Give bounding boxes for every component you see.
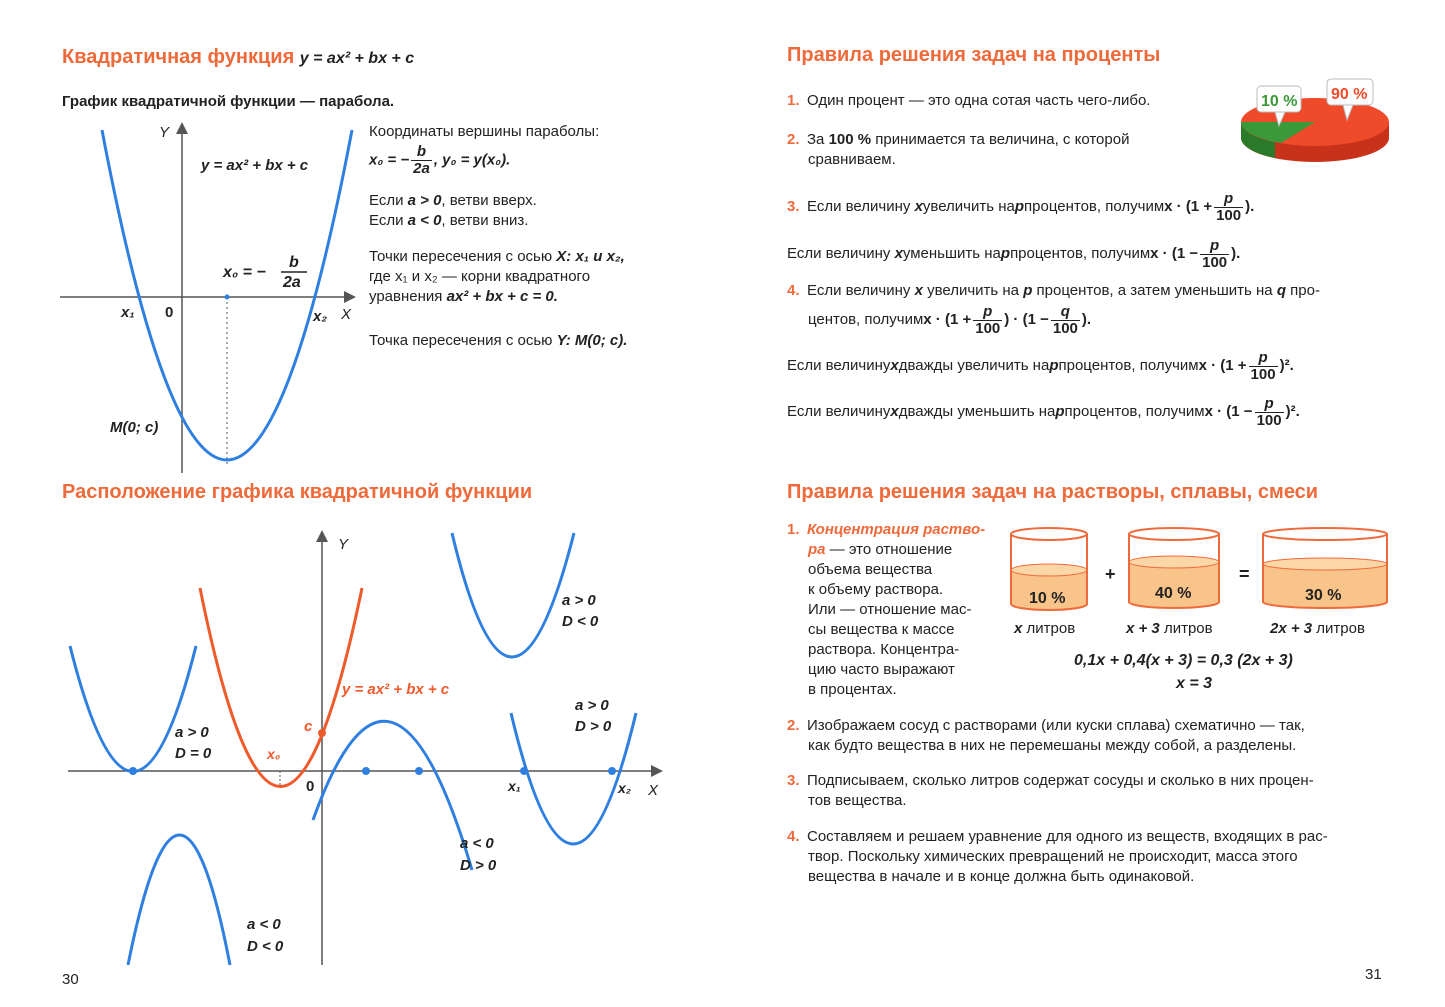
- cond5-a: a < 0: [247, 916, 281, 933]
- y-axis-label: Y: [159, 124, 170, 141]
- cond3-a: a > 0: [575, 697, 609, 714]
- curve-a-neg-d-pos: [313, 721, 472, 870]
- curve-a-neg-d-neg: [128, 835, 230, 965]
- origin-label: 0: [165, 304, 174, 321]
- x-axis-label: X: [341, 306, 352, 323]
- cond4-a: a < 0: [460, 835, 494, 852]
- vessel1-volume: x литров: [1014, 620, 1076, 637]
- page-number-left: 30: [62, 971, 79, 988]
- x2-label: x₂: [618, 780, 632, 796]
- rule-3-decrease: Если величину x уменьшить на p процентов, получим x · (1 − $\frac{p}{100}$ ).: [787, 236, 1241, 271]
- c-point: [318, 729, 326, 737]
- vessel2-surface: [1129, 556, 1219, 568]
- x1-label: x₁: [508, 778, 521, 794]
- desc-line4: Если a < 0, ветви вниз.: [369, 212, 529, 229]
- cond1-d: D < 0: [562, 613, 599, 630]
- rule-3: 3. Если величину x увеличить на p процентов, получим x · (1 + $\frac{p}{100}$ ).: [787, 189, 1255, 224]
- vessel1-rim: [1011, 528, 1087, 540]
- x0-label: x₀: [267, 746, 281, 762]
- vessel3-rim: [1263, 528, 1387, 540]
- equals-sign: =: [1239, 564, 1250, 584]
- c-label: c: [304, 718, 313, 735]
- red-formula: y = ax² + bx + c: [342, 681, 450, 698]
- curve-a-pos-d-neg: [452, 533, 574, 657]
- section-title-quadratic: Квадратичная функция y = ax² + bx + c: [62, 46, 415, 68]
- plus-sign: +: [1105, 564, 1116, 584]
- mixture-equation: 0,1x + 0,4(x + 3) = 0,3 (2x + 3): [1074, 652, 1293, 669]
- cond3-d: D > 0: [575, 718, 612, 735]
- x2-label: x₂: [313, 308, 328, 325]
- page-number-right: 31: [1365, 966, 1382, 983]
- vessel1-label: 10 %: [1029, 590, 1066, 607]
- solution-rule-1: 1. Концентрация раство- ра — это отношение объема вещества к объему раствора. Или — отношение мас- сы вещества к массе раствора. Концентра- цию часто выражают в процентах.: [787, 521, 986, 698]
- x-axis-label: X: [648, 782, 659, 799]
- cond2-d: D = 0: [175, 745, 212, 762]
- pie-label-small: 10 %: [1261, 93, 1298, 110]
- y-axis-label: Y: [338, 536, 349, 553]
- tangent-point: [129, 767, 137, 775]
- solution-rule-3: 3. Подписываем, сколько литров содержат сосуды и сколько в них процен- тов вещества.: [787, 772, 1314, 809]
- rule-4: 4. Если величину x увеличить на p процентов, а затем уменьшить на q про-: [787, 282, 1320, 299]
- cond2-a: a > 0: [175, 724, 209, 741]
- section-title-solutions: Правила решения задач на растворы, сплавы, смеси: [787, 481, 1319, 503]
- placement-graph: [60, 525, 670, 970]
- vertex-description: [369, 122, 627, 351]
- vertex-den: 2a: [283, 274, 301, 291]
- pie-illustration: [1235, 76, 1395, 168]
- x2-point: [608, 767, 616, 775]
- rule-6: Если величину x дважды уменьшить на p процентов, получим x · (1 − $\frac{p}{100}$ )².: [787, 394, 1300, 429]
- desc-line8: Точка пересечения с осью Y: M(0; c).: [369, 332, 628, 349]
- subtitle-parabola: График квадратичной функции — парабола.: [62, 93, 395, 110]
- curve-main-red: [200, 588, 362, 787]
- vessel2-rim: [1129, 528, 1219, 540]
- vertex-num: b: [289, 254, 299, 271]
- desc-line2: x₀ = − $\frac{b}{2a}$ , y₀ = y(x₀).: [369, 143, 511, 177]
- parabola-graph: [55, 115, 365, 480]
- rule-1: 1. Один процент — это одна сотая часть чего-либо.: [787, 92, 1151, 109]
- graph1-formula: y = ax² + bx + c: [201, 157, 309, 174]
- origin-label: 0: [306, 778, 315, 795]
- section-title-placement: Расположение графика квадратичной функции: [62, 481, 533, 503]
- x1-label: x₁: [121, 304, 135, 321]
- solution-rule-4: 4. Составляем и решаем уравнение для одного из веществ, входящих в рас- твор. Поскольку химических превращений не происходит, масса этого вещества в начале и в конце должна быть одинаковой.: [787, 828, 1328, 885]
- root-point-1: [362, 767, 370, 775]
- desc-line5: Точки пересечения с осью X: x₁ и x₂,: [369, 248, 625, 265]
- rule-4-cont: центов, получим x · (1 + $\frac{p}{100}$ ) · (1 − $\frac{q}{100}$ ).: [808, 302, 1092, 337]
- desc-line6: где x₁ и x₂ — корни квадратного: [369, 268, 591, 285]
- curve-a-pos-d-pos: [511, 713, 636, 844]
- mixture-solution: x = 3: [1176, 675, 1213, 692]
- cond5-d: D < 0: [247, 938, 284, 955]
- root-point-2: [415, 767, 423, 775]
- cond4-d: D > 0: [460, 857, 497, 874]
- vertex-label: x₀ = −: [223, 264, 266, 281]
- vessel3-label: 30 %: [1305, 587, 1342, 604]
- vessel3-volume: 2x + 3 литров: [1270, 620, 1365, 637]
- vessel3-surface: [1263, 558, 1387, 570]
- solution-rule-2: 2. Изображаем сосуд с растворами (или куски сплава) схематично — так, как будто вещества в них не перемешаны между собой, а разделены.: [787, 717, 1305, 754]
- desc-line3: Если a > 0, ветви вверх.: [369, 192, 537, 209]
- vessel2-volume: x + 3 литров: [1126, 620, 1213, 637]
- vessel1-surface: [1011, 564, 1087, 576]
- pie-label-big: 90 %: [1331, 86, 1368, 103]
- cond1-a: a > 0: [562, 592, 596, 609]
- rule-2: 2. За 100 % принимается та величина, с которой сравниваем.: [787, 131, 1130, 168]
- rule-5: Если величину x дважды увеличить на p процентов, получим x · (1 + $\frac{p}{100}$ )².: [787, 348, 1294, 383]
- x1-point: [520, 767, 528, 775]
- section-title-percent: Правила решения задач на проценты: [787, 44, 1161, 66]
- desc-line1: Координаты вершины параболы:: [369, 123, 600, 140]
- m-point-label: M(0; c): [110, 419, 159, 436]
- vessel2-label: 40 %: [1155, 585, 1192, 602]
- desc-line7: уравнения ax² + bx + c = 0.: [369, 288, 558, 305]
- vertex-projection-point: [225, 295, 230, 300]
